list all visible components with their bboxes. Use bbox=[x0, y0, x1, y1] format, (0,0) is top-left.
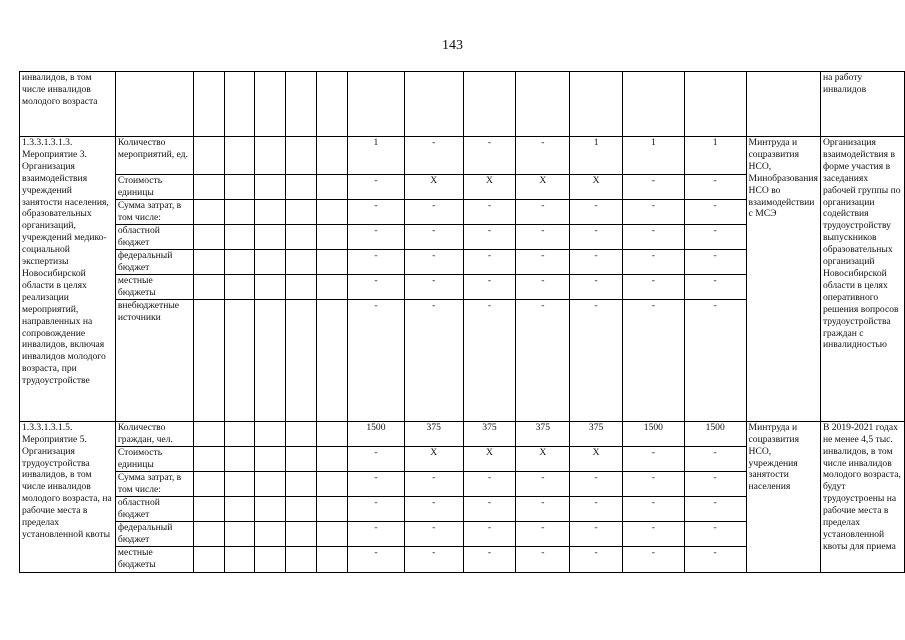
result-cell: Организация взаимодействия в форме участия в заседаниях рабочей группы по организации содействия трудоустройству выпускников образовательных организаций Новосибирской области в целях оперативного решения вопросов трудоустройства граждан с инвалидностью bbox=[820, 137, 904, 422]
value-cell: - bbox=[516, 224, 570, 249]
result-cell: В 2019-2021 годах не менее 4,5 тыс. инвалидов, в том числе инвалидов молодого возраста, будут трудоустроены на рабочие места в пределах установленной квоты для приема bbox=[820, 421, 904, 572]
value-cell: - bbox=[570, 521, 623, 546]
value-cell: - bbox=[622, 471, 684, 496]
value-cell: - bbox=[348, 199, 405, 224]
value-cell: - bbox=[463, 274, 516, 299]
value-cell: - bbox=[684, 199, 746, 224]
empty-cell bbox=[224, 446, 255, 471]
indicator-label: местные бюджеты bbox=[115, 546, 193, 572]
value-cell: - bbox=[348, 471, 405, 496]
empty-cell bbox=[193, 299, 224, 421]
executor-cell bbox=[746, 72, 820, 137]
value-cell: 1 bbox=[622, 137, 684, 175]
value-cell: - bbox=[348, 446, 405, 471]
empty-cell bbox=[255, 446, 286, 471]
value-cell: - bbox=[516, 496, 570, 521]
event-name-cell: инвалидов, в том числе инвалидов молодого возраста bbox=[20, 72, 116, 137]
value-cell: - bbox=[348, 274, 405, 299]
value-cell: - bbox=[570, 546, 623, 572]
value-cell: - bbox=[570, 224, 623, 249]
value-cell: X bbox=[516, 446, 570, 471]
empty-cell bbox=[255, 175, 286, 200]
value-cell: - bbox=[516, 249, 570, 274]
empty-cell bbox=[224, 299, 255, 421]
empty-cell bbox=[193, 249, 224, 274]
value-cell: - bbox=[622, 496, 684, 521]
empty-cell bbox=[286, 72, 317, 137]
value-cell: - bbox=[404, 299, 463, 421]
indicator-label: областной бюджет bbox=[115, 224, 193, 249]
value-cell: - bbox=[516, 521, 570, 546]
value-cell: - bbox=[622, 546, 684, 572]
value-cell: X bbox=[463, 446, 516, 471]
value-cell: - bbox=[463, 521, 516, 546]
value-cell: X bbox=[404, 446, 463, 471]
value-cell: - bbox=[684, 471, 746, 496]
value-cell: X bbox=[463, 175, 516, 200]
empty-cell bbox=[286, 249, 317, 274]
value-cell bbox=[622, 72, 684, 137]
value-cell: - bbox=[684, 446, 746, 471]
empty-cell bbox=[255, 521, 286, 546]
value-cell bbox=[463, 72, 516, 137]
empty-cell bbox=[224, 137, 255, 175]
empty-cell bbox=[193, 72, 224, 137]
indicator-label: Стоимость единицы bbox=[115, 446, 193, 471]
empty-cell bbox=[193, 496, 224, 521]
empty-cell bbox=[317, 471, 348, 496]
empty-cell bbox=[193, 446, 224, 471]
indicator-label: федеральный бюджет bbox=[115, 521, 193, 546]
value-cell: - bbox=[570, 249, 623, 274]
value-cell: 375 bbox=[570, 421, 623, 446]
empty-cell bbox=[286, 199, 317, 224]
value-cell: - bbox=[516, 199, 570, 224]
value-cell: - bbox=[348, 546, 405, 572]
value-cell: - bbox=[684, 521, 746, 546]
value-cell: - bbox=[684, 496, 746, 521]
value-cell: - bbox=[684, 224, 746, 249]
empty-cell bbox=[255, 546, 286, 572]
value-cell: - bbox=[684, 249, 746, 274]
empty-cell bbox=[286, 471, 317, 496]
value-cell: - bbox=[463, 224, 516, 249]
executor-cell: Минтруда и соцразвития НСО, учреждения занятости населения bbox=[746, 421, 820, 572]
empty-cell bbox=[224, 199, 255, 224]
empty-cell bbox=[286, 274, 317, 299]
value-cell: 1500 bbox=[348, 421, 405, 446]
value-cell: X bbox=[404, 175, 463, 200]
value-cell bbox=[348, 72, 405, 137]
empty-cell bbox=[224, 274, 255, 299]
indicator-label: местные бюджеты bbox=[115, 274, 193, 299]
value-cell: - bbox=[348, 175, 405, 200]
value-cell: 1500 bbox=[684, 421, 746, 446]
value-cell: - bbox=[404, 546, 463, 572]
empty-cell bbox=[193, 471, 224, 496]
empty-cell bbox=[193, 224, 224, 249]
value-cell: X bbox=[570, 175, 623, 200]
value-cell: 1 bbox=[570, 137, 623, 175]
empty-cell bbox=[317, 224, 348, 249]
empty-cell bbox=[193, 175, 224, 200]
value-cell: - bbox=[348, 521, 405, 546]
empty-cell bbox=[286, 175, 317, 200]
value-cell: 375 bbox=[516, 421, 570, 446]
empty-cell bbox=[286, 137, 317, 175]
empty-cell bbox=[317, 137, 348, 175]
value-cell: 375 bbox=[463, 421, 516, 446]
value-cell: - bbox=[516, 299, 570, 421]
result-cell: на работу инвалидов bbox=[820, 72, 904, 137]
empty-cell bbox=[317, 249, 348, 274]
empty-cell bbox=[317, 274, 348, 299]
value-cell: - bbox=[684, 175, 746, 200]
empty-cell bbox=[286, 224, 317, 249]
value-cell: - bbox=[463, 199, 516, 224]
executor-cell: Минтруда и соцразвития НСО, Минобразования НСО во взаимодействии с МСЭ bbox=[746, 137, 820, 422]
value-cell: 1 bbox=[348, 137, 405, 175]
empty-cell bbox=[317, 199, 348, 224]
value-cell bbox=[684, 72, 746, 137]
empty-cell bbox=[255, 421, 286, 446]
empty-cell bbox=[193, 199, 224, 224]
empty-cell bbox=[317, 72, 348, 137]
value-cell: - bbox=[463, 546, 516, 572]
empty-cell bbox=[255, 299, 286, 421]
value-cell: - bbox=[622, 299, 684, 421]
indicator-label: Количество мероприятий, ед. bbox=[115, 137, 193, 175]
empty-cell bbox=[255, 274, 286, 299]
page-number: 143 bbox=[442, 38, 463, 53]
value-cell: - bbox=[404, 274, 463, 299]
empty-cell bbox=[255, 249, 286, 274]
indicator-label bbox=[115, 72, 193, 137]
empty-cell bbox=[286, 299, 317, 421]
event-name-cell: 1.3.3.1.3.1.3. Мероприятие 3. Организация взаимодействия учреждений занятости населения, образовательных организаций, учреждений медико-социальной экспертизы Новосибирской области в целях реализации мероприятий, направленных на сопровождение инвалидов, включая инвалидов молодого возраста, при трудоустройстве bbox=[20, 137, 116, 422]
value-cell: X bbox=[516, 175, 570, 200]
value-cell: - bbox=[404, 521, 463, 546]
indicator-label: внебюджетные источники bbox=[115, 299, 193, 421]
empty-cell bbox=[255, 224, 286, 249]
value-cell: - bbox=[463, 137, 516, 175]
value-cell: 375 bbox=[404, 421, 463, 446]
empty-cell bbox=[255, 471, 286, 496]
value-cell bbox=[516, 72, 570, 137]
empty-cell bbox=[286, 421, 317, 446]
value-cell: - bbox=[516, 274, 570, 299]
value-cell: 1 bbox=[684, 137, 746, 175]
value-cell: - bbox=[516, 471, 570, 496]
empty-cell bbox=[224, 175, 255, 200]
value-cell bbox=[570, 72, 623, 137]
empty-cell bbox=[224, 521, 255, 546]
value-cell: - bbox=[348, 299, 405, 421]
value-cell: - bbox=[463, 496, 516, 521]
value-cell: - bbox=[622, 199, 684, 224]
value-cell: - bbox=[404, 224, 463, 249]
indicator-label: Стоимость единицы bbox=[115, 175, 193, 200]
empty-cell bbox=[317, 175, 348, 200]
value-cell: - bbox=[404, 471, 463, 496]
empty-cell bbox=[224, 471, 255, 496]
table-row bbox=[20, 72, 905, 137]
event-name-cell: 1.3.3.1.3.1.5. Мероприятие 5. Организация трудоустройства инвалидов, в том числе инвалидов молодого возраста, на рабочие места в пределах установленной квоты bbox=[20, 421, 116, 572]
value-cell: - bbox=[622, 224, 684, 249]
value-cell: - bbox=[570, 199, 623, 224]
empty-cell bbox=[255, 72, 286, 137]
value-cell bbox=[404, 72, 463, 137]
value-cell: - bbox=[570, 496, 623, 521]
value-cell: - bbox=[684, 299, 746, 421]
value-cell: - bbox=[622, 446, 684, 471]
indicator-label: Сумма затрат, в том числе: bbox=[115, 199, 193, 224]
empty-cell bbox=[255, 137, 286, 175]
value-cell: 1500 bbox=[622, 421, 684, 446]
value-cell: - bbox=[684, 274, 746, 299]
empty-cell bbox=[317, 446, 348, 471]
empty-cell bbox=[317, 299, 348, 421]
value-cell: - bbox=[404, 137, 463, 175]
value-cell: - bbox=[570, 299, 623, 421]
value-cell: - bbox=[622, 274, 684, 299]
indicator-label: Сумма затрат, в том числе: bbox=[115, 471, 193, 496]
value-cell: X bbox=[570, 446, 623, 471]
value-cell: - bbox=[622, 249, 684, 274]
empty-cell bbox=[224, 72, 255, 137]
indicator-label: областной бюджет bbox=[115, 496, 193, 521]
empty-cell bbox=[224, 496, 255, 521]
empty-cell bbox=[224, 224, 255, 249]
value-cell: - bbox=[463, 471, 516, 496]
indicator-label: федеральный бюджет bbox=[115, 249, 193, 274]
value-cell: - bbox=[404, 199, 463, 224]
empty-cell bbox=[317, 546, 348, 572]
program-table bbox=[19, 71, 905, 573]
empty-cell bbox=[193, 521, 224, 546]
table-row bbox=[20, 421, 905, 446]
value-cell: - bbox=[404, 496, 463, 521]
value-cell: - bbox=[463, 249, 516, 274]
value-cell: - bbox=[348, 496, 405, 521]
table-row bbox=[20, 137, 905, 175]
empty-cell bbox=[255, 496, 286, 521]
value-cell: - bbox=[570, 274, 623, 299]
empty-cell bbox=[286, 521, 317, 546]
value-cell: - bbox=[622, 521, 684, 546]
value-cell: - bbox=[348, 249, 405, 274]
value-cell: - bbox=[622, 175, 684, 200]
indicator-label: Количество граждан, чел. bbox=[115, 421, 193, 446]
empty-cell bbox=[317, 421, 348, 446]
value-cell: - bbox=[404, 249, 463, 274]
empty-cell bbox=[224, 249, 255, 274]
empty-cell bbox=[317, 521, 348, 546]
empty-cell bbox=[286, 496, 317, 521]
empty-cell bbox=[224, 421, 255, 446]
value-cell: - bbox=[684, 546, 746, 572]
value-cell: - bbox=[516, 137, 570, 175]
value-cell: - bbox=[516, 546, 570, 572]
empty-cell bbox=[286, 546, 317, 572]
empty-cell bbox=[193, 546, 224, 572]
value-cell: - bbox=[570, 471, 623, 496]
empty-cell bbox=[193, 421, 224, 446]
empty-cell bbox=[193, 274, 224, 299]
empty-cell bbox=[224, 546, 255, 572]
empty-cell bbox=[286, 446, 317, 471]
empty-cell bbox=[255, 199, 286, 224]
value-cell: - bbox=[348, 224, 405, 249]
value-cell: - bbox=[463, 299, 516, 421]
empty-cell bbox=[193, 137, 224, 175]
empty-cell bbox=[317, 496, 348, 521]
